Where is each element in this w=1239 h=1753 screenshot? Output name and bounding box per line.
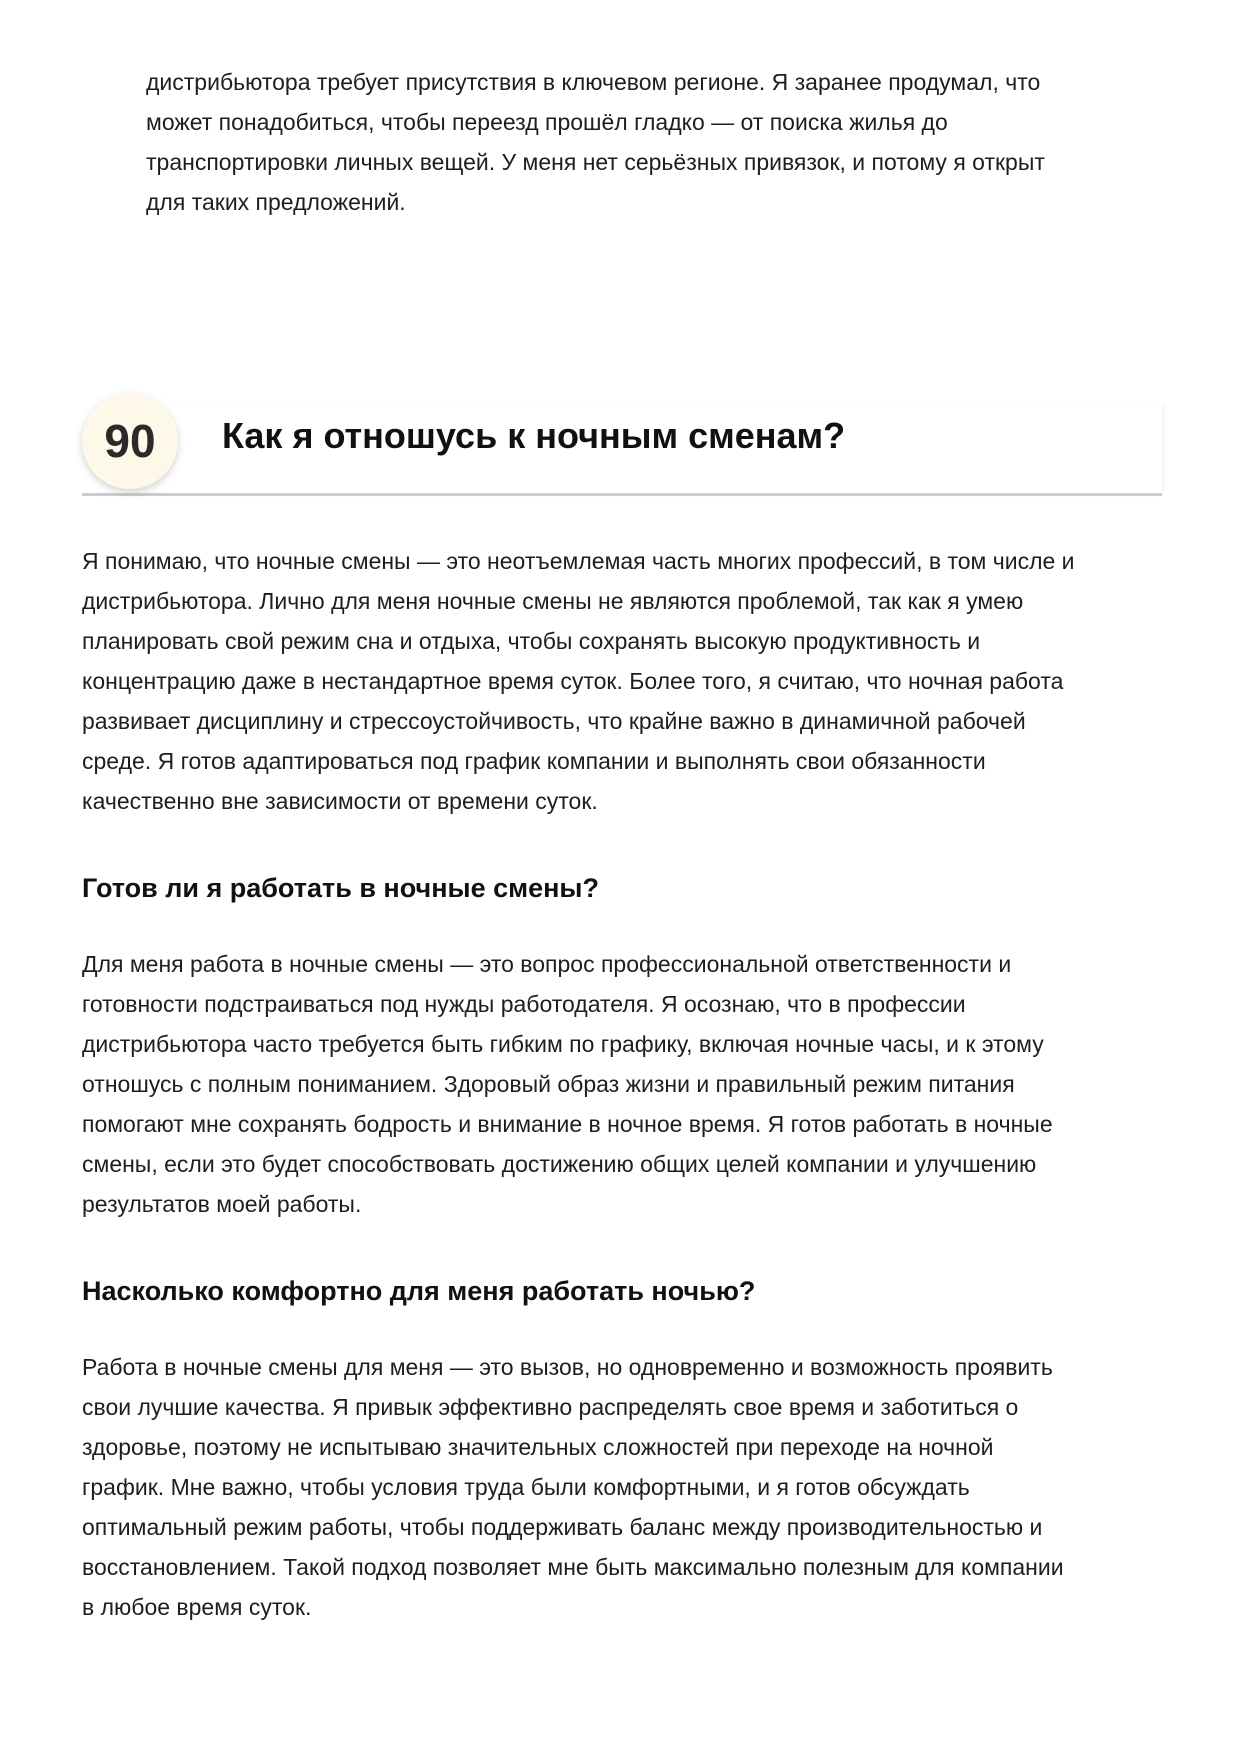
text-line: среде. Я готов адаптироваться под график компании и выполнять свои обязанности bbox=[82, 748, 986, 774]
text-line: в любое время суток. bbox=[82, 1594, 312, 1620]
text-line: оптимальный режим работы, чтобы поддерживать баланс между производительностью и bbox=[82, 1514, 1043, 1540]
text-line: результатов моей работы. bbox=[82, 1191, 362, 1217]
question-header bbox=[82, 393, 1162, 501]
text-line: планировать свой режим сна и отдыха, чтобы сохранять высокую продуктивность и bbox=[82, 628, 981, 654]
text-line: готовности подстраиваться под нужды работодателя. Я осознаю, что в профессии bbox=[82, 991, 966, 1017]
section-paragraph bbox=[82, 944, 1162, 1224]
text-line: восстановлением. Такой подход позволяет мне быть максимально полезным для компании bbox=[82, 1554, 1064, 1580]
text-line: отношусь с полным пониманием. Здоровый образ жизни и правильный режим питания bbox=[82, 1071, 1015, 1097]
text-line: помогают мне сохранять бодрость и внимание в ночное время. Я готов работать в ночные bbox=[82, 1111, 1053, 1137]
text-line: свои лучшие качества. Я привык эффективно распределять свое время и заботиться о bbox=[82, 1394, 1019, 1420]
text-line: дистрибьютора. Лично для меня ночные смены не являются проблемой, так как я умею bbox=[82, 588, 1024, 614]
section-heading: Готов ли я работать в ночные смены? bbox=[82, 873, 599, 903]
text-line: дистрибьютора часто требуется быть гибким по графику, включая ночные часы, и к этому bbox=[82, 1031, 1044, 1057]
text-line: дистрибьютора требует присутствия в ключевом регионе. Я заранее продумал, что bbox=[146, 69, 1041, 95]
intro-paragraph bbox=[146, 62, 1146, 222]
text-line: смены, если это будет способствовать достижению общих целей компании и улучшению bbox=[82, 1151, 1037, 1177]
section-paragraph bbox=[82, 1347, 1162, 1627]
text-line: концентрацию даже в нестандартное время суток. Более того, я считаю, что ночная работа bbox=[82, 668, 1064, 694]
question-title: Как я отношусь к ночным сменам? bbox=[222, 415, 846, 456]
section-heading: Насколько комфортно для меня работать ночью? bbox=[82, 1276, 756, 1306]
text-line: Я понимаю, что ночные смены — это неотъемлемая часть многих профессий, в том числе и bbox=[82, 548, 1075, 574]
text-line: здоровье, поэтому не испытываю значительных сложностей при переходе на ночной bbox=[82, 1434, 994, 1460]
text-line: Работа в ночные смены для меня — это вызов, но одновременно и возможность проявить bbox=[82, 1354, 1053, 1380]
text-line: может понадобиться, чтобы переезд прошёл гладко — от поиска жилья до bbox=[146, 109, 948, 135]
text-line: транспортировки личных вещей. У меня нет серьёзных привязок, и потому я открыт bbox=[146, 149, 1045, 175]
question-number-badge: 90 bbox=[82, 393, 178, 489]
text-line: для таких предложений. bbox=[146, 189, 406, 215]
text-line: Для меня работа в ночные смены — это вопрос профессиональной ответственности и bbox=[82, 951, 1012, 977]
answer-paragraph bbox=[82, 541, 1162, 821]
text-line: качественно вне зависимости от времени суток. bbox=[82, 788, 598, 814]
text-line: развивает дисциплину и стрессоустойчивость, что крайне важно в динамичной рабочей bbox=[82, 708, 1026, 734]
text-line: график. Мне важно, чтобы условия труда были комфортными, и я готов обсуждать bbox=[82, 1474, 970, 1500]
